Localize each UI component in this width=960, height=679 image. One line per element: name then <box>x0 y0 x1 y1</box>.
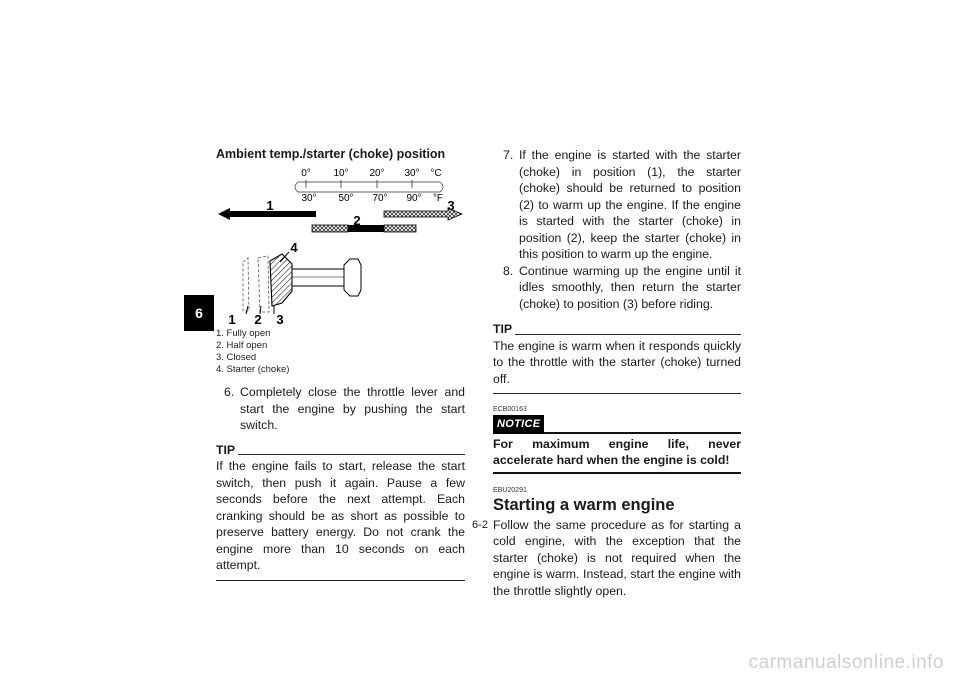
tip-label: TIP <box>493 322 513 336</box>
fahrenheit-tick: 70° <box>372 192 388 204</box>
step-number: 7. <box>503 148 514 162</box>
lever-callout-2: 2 <box>254 311 262 326</box>
legend-item: 2. Half open <box>216 339 268 351</box>
celsius-tick: 20° <box>369 167 385 179</box>
notice-end-rule <box>493 472 741 474</box>
fahrenheit-tick: 30° <box>301 192 317 204</box>
fahrenheit-unit: °F <box>432 192 444 204</box>
step-number: 6. <box>224 385 235 400</box>
legend-item: 1. Fully open <box>216 327 271 339</box>
celsius-tick: 10° <box>333 167 349 179</box>
tip-text: The engine is warm when it responds quickly to the throttle with the starter (choke) turned off. <box>493 338 741 386</box>
page-number: 6-2 <box>472 519 488 531</box>
step-7 <box>493 147 741 263</box>
notice-badge: NOTICE <box>493 415 544 434</box>
celsius-tick: 0° <box>301 167 311 179</box>
left-column <box>216 146 465 581</box>
lever-callout-1: 1 <box>228 311 236 326</box>
section-code: EBU20291 <box>493 486 527 494</box>
notice-text: For maximum engine life, never accelerate hard when the engine is cold! <box>493 436 741 467</box>
callout-2: 2 <box>353 212 361 228</box>
fahrenheit-tick: 90° <box>406 192 422 204</box>
choke-figure <box>216 166 465 326</box>
step-6 <box>216 384 465 434</box>
notice-heading <box>493 415 741 434</box>
watermark: carmanualsonline.info <box>748 652 944 673</box>
step-text: If the engine is started with the starter (choke) in position (1), the starter (choke) should be returned to position (2) to warm up the engine. If the engine is started with the starter (choke) in position (2), keep the starter (choke) in this position to warm up the engine. <box>519 148 741 261</box>
section-title: Starting a warm engine <box>493 495 675 514</box>
step-8 <box>493 263 741 313</box>
tip-heading <box>493 321 741 338</box>
step-number: 8. <box>503 263 514 278</box>
tip-end-rule <box>493 393 741 394</box>
fahrenheit-tick: 50° <box>338 192 354 204</box>
callout-3: 3 <box>447 197 455 213</box>
celsius-tick: 30° <box>404 167 420 179</box>
tip-end-rule <box>216 580 465 581</box>
celsius-unit: °C <box>430 167 442 179</box>
section-tab: 6 <box>184 295 214 331</box>
choke-lever-drawing <box>243 252 361 314</box>
callout-1: 1 <box>266 197 274 213</box>
tip-text: If the engine fails to start, release the start switch, then push it again. Pause a few seconds before the next attempt. Each cranking should be as short as possible to preserve battery energy. Do not crank the engine more than 10 seconds on each attempt. <box>216 459 465 573</box>
legend-item: 3. Closed <box>216 351 257 363</box>
legend-item: 4. Starter (choke) <box>216 364 290 376</box>
figure-legend <box>216 328 465 377</box>
notice-code: ECB00163 <box>493 406 527 413</box>
tip-label: TIP <box>216 442 236 457</box>
section-text: Follow the same procedure as for starting a cold engine, with the exception that the starter (choke) is not required when the engine is warm. Instead, start the engine with the throttle slightly open. <box>493 517 741 598</box>
step-text: Completely close the throttle lever and start the engine by pushing the start switch. <box>240 385 465 433</box>
callout-4: 4 <box>290 239 298 255</box>
lever-callout-3: 3 <box>276 311 284 326</box>
right-column <box>493 147 741 599</box>
step-text: Continue warming up the engine until it idles smoothly, then return the starter (choke) to position (3) before riding. <box>519 263 741 311</box>
figure-title: Ambient temp./starter (choke) position <box>216 147 446 161</box>
choke-diagram <box>216 166 465 326</box>
tip-heading <box>216 442 465 459</box>
